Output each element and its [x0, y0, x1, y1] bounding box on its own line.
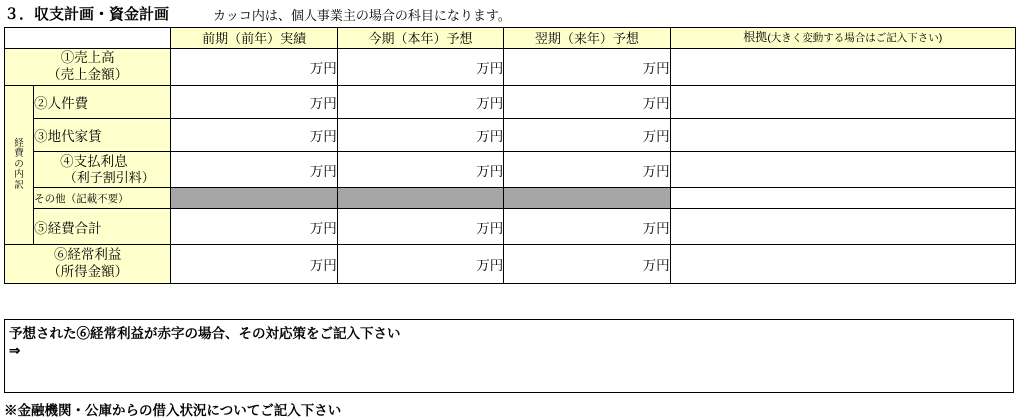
side-label-expense-breakdown — [5, 86, 34, 245]
cell-ordinary-profit-prev[interactable]: 万円 — [171, 245, 337, 284]
cell-ordinary-profit-reason[interactable] — [670, 245, 1015, 284]
row-label-interest-line2: （利子割引料） — [63, 169, 155, 185]
cell-interest-prev[interactable]: 万円 — [171, 152, 337, 188]
column-header-current: 今期（本年）予想 — [337, 28, 503, 49]
header-corner-cell — [5, 28, 171, 49]
row-label-personnel: ②人件費 — [34, 86, 171, 119]
column-header-reason-sub: (大きく変動する場合はご記入下さい) — [767, 32, 943, 44]
deficit-countermeasure-title: 予想された⑥経常利益が赤字の場合、その対応策をご記入下さい — [9, 326, 401, 341]
column-header-prev: 前期（前年）実績 — [171, 28, 337, 49]
header-note: カッコ内は、個人事業主の場合の科目になります。 — [213, 8, 511, 23]
cell-expense-total-prev[interactable]: 万円 — [171, 209, 337, 245]
cell-sales-reason[interactable] — [670, 49, 1015, 86]
next-section-title — [4, 399, 1014, 419]
table-row-other — [5, 188, 1016, 209]
table-row-ordinary-profit — [5, 245, 1016, 284]
row-label-sales-line2: （売上金額） — [47, 67, 129, 82]
cell-ordinary-profit-current[interactable]: 万円 — [337, 245, 503, 284]
side-label-char-5: 訳 — [14, 179, 24, 191]
cell-sales-prev[interactable]: 万円 — [171, 49, 337, 86]
row-label-interest-line1: ④支払利息 — [60, 153, 128, 169]
deficit-countermeasure-box[interactable] — [4, 319, 1014, 393]
table-header-row — [5, 28, 1016, 49]
cell-other-next — [504, 188, 670, 209]
row-label-rent: ③地代家賃 — [34, 119, 171, 152]
cell-personnel-next[interactable]: 万円 — [504, 86, 670, 119]
table-row-sales — [5, 49, 1016, 86]
row-label-ordinary-profit — [5, 245, 171, 284]
cell-personnel-reason[interactable] — [670, 86, 1015, 119]
page-title: ３．収支計画・資金計画 — [4, 6, 170, 23]
row-label-ordinary-profit-line2: （所得金額） — [47, 264, 129, 279]
row-label-sales — [5, 49, 171, 86]
side-label-char-2: 費 — [14, 148, 24, 160]
column-header-next: 翌期（来年）予想 — [504, 28, 670, 49]
column-header-reason-main: 根拠 — [743, 30, 768, 44]
table-row-expense-total — [5, 209, 1016, 245]
cell-interest-next[interactable]: 万円 — [504, 152, 670, 188]
cell-ordinary-profit-next[interactable]: 万円 — [504, 245, 670, 284]
cell-sales-current[interactable]: 万円 — [337, 49, 503, 86]
cell-rent-prev[interactable]: 万円 — [171, 119, 337, 152]
cell-rent-current[interactable]: 万円 — [337, 119, 503, 152]
cell-other-prev — [171, 188, 337, 209]
cell-interest-current[interactable]: 万円 — [337, 152, 503, 188]
cell-sales-next[interactable]: 万円 — [504, 49, 670, 86]
income-plan-table — [4, 27, 1016, 284]
side-label-char-4: 内 — [14, 169, 24, 181]
side-label-expense-breakdown-text — [5, 139, 33, 191]
side-label-char-3: の — [14, 158, 24, 170]
row-label-other: その他（記載不要） — [34, 188, 171, 209]
table-row-personnel — [5, 86, 1016, 119]
side-label-char-1: 経 — [14, 137, 24, 149]
cell-personnel-prev[interactable]: 万円 — [171, 86, 337, 119]
row-label-expense-total: ⑤経費合計 — [34, 209, 171, 245]
table-row-interest — [5, 152, 1016, 188]
cell-expense-total-next[interactable]: 万円 — [504, 209, 670, 245]
cell-expense-total-current[interactable]: 万円 — [337, 209, 503, 245]
next-section-title-text: ※金融機関・公庫からの借入状況についてご記入下さい — [4, 403, 342, 418]
cell-rent-next[interactable]: 万円 — [504, 119, 670, 152]
cell-interest-reason[interactable] — [670, 152, 1015, 188]
document-header — [4, 2, 1014, 24]
deficit-countermeasure-arrow: ⇒ — [9, 343, 21, 358]
table-row-rent — [5, 119, 1016, 152]
cell-other-current — [337, 188, 503, 209]
cell-expense-total-reason[interactable] — [670, 209, 1015, 245]
row-label-interest — [34, 152, 171, 188]
row-label-sales-line1: ①売上高 — [60, 50, 115, 66]
cell-personnel-current[interactable]: 万円 — [337, 86, 503, 119]
cell-other-reason[interactable] — [670, 188, 1015, 209]
column-header-reason — [670, 28, 1015, 49]
cell-rent-reason[interactable] — [670, 119, 1015, 152]
row-label-ordinary-profit-line1: ⑥経常利益 — [53, 247, 122, 263]
